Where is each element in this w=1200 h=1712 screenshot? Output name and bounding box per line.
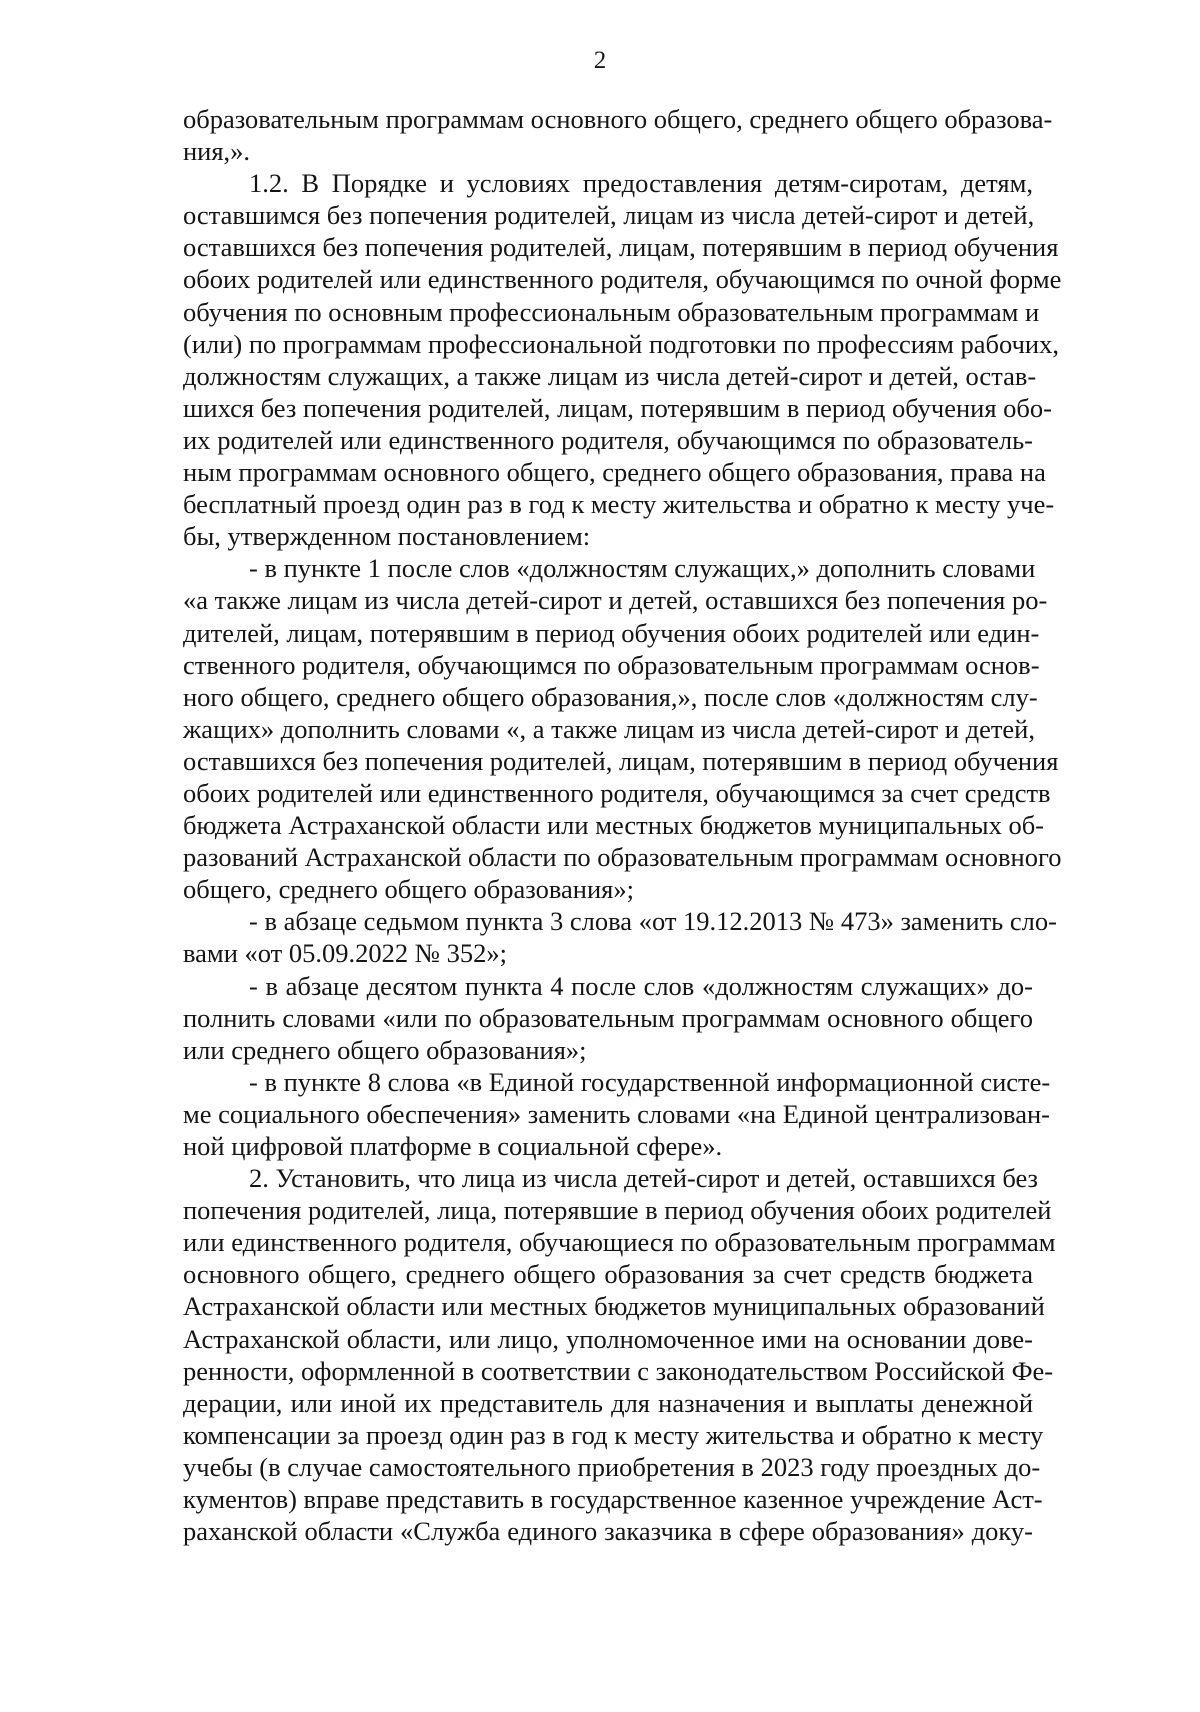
text-line: должностям служащих, а также лицам из числа детей-сирот и детей, остав- — [183, 360, 1037, 391]
text-line: учебы (в случае самостоятельного приобретения в 2023 году проездных до- — [183, 1451, 1041, 1482]
text-line: разований Астраханской области по образовательным программам основного — [183, 842, 1062, 873]
text-line: дителей, лицам, потерявшим в период обучения обоих родителей или един- — [183, 617, 1040, 648]
text-line: оставшихся без попечения родителей, лицам, потерявшим в период обучения — [183, 745, 1059, 776]
text-line: бюджета Астраханской области или местных бюджетов муниципальных об- — [183, 810, 1045, 841]
text-line: шихся без попечения родителей, лицам, потерявшим в период обучения обо- — [183, 392, 1052, 423]
text-line: полнить словами «или по образовательным программам основного общего — [183, 1002, 1033, 1033]
text-line: ренности, оформленной в соответствии с законодательством Российской Фе- — [183, 1355, 1054, 1386]
text-line: оставшимся без попечения родителей, лицам из числа детей-сирот и детей, — [183, 200, 1035, 231]
text-line: Астраханской области, или лицо, уполномоченное ими на основании дове- — [183, 1323, 1033, 1354]
paragraph-start-line: 1.2. В Порядке и условиях предоставления детям-сиротам, детям, — [249, 168, 1033, 199]
text-line: бесплатный проезд один раз в год к месту жительства и обратно к месту уче- — [183, 489, 1055, 520]
text-line: ной цифровой платформе в социальной сфере». — [183, 1131, 723, 1161]
text-line: раханской области «Служба единого заказчика в сфере образования» доку- — [183, 1516, 1033, 1547]
text-line: ного общего, среднего общего образования,», после слов «должностям слу- — [183, 681, 1038, 712]
paragraph-start-line: - в пункте 1 после слов «должностям служащих,» дополнить словами — [249, 553, 1036, 584]
text-line: основного общего, среднего общего образования за счет средств бюджета — [183, 1259, 1033, 1290]
paragraph-start-line: - в абзаце седьмом пункта 3 слова «от 19.12.2013 № 473» заменить сло- — [249, 906, 1057, 937]
text-line: ным программам основного общего, среднего общего образования, права на — [183, 457, 1046, 488]
text-line: оставшихся без попечения родителей, лицам, потерявшим в период обучения — [183, 232, 1059, 263]
text-line: обоих родителей или единственного родителя, обучающимся по очной форме — [183, 264, 1062, 295]
text-line: обучения по основным профессиональным образовательным программам и — [183, 296, 1040, 327]
text-line: их родителей или единственного родителя, обучающимся по образователь- — [183, 424, 1033, 455]
paragraph-start-line: - в пункте 8 слова «в Единой государственной информационной систе- — [249, 1066, 1051, 1097]
text-line: дерации, или иной их представитель для назначения и выплаты денежной — [183, 1387, 1033, 1418]
text-line: или единственного родителя, обучающиеся по образовательным программам — [183, 1227, 1056, 1258]
text-line: образовательным программам основного общего, среднего общего образова- — [183, 104, 1053, 134]
paragraph-start-line: - в абзаце десятом пункта 4 после слов «должностям служащих» до- — [249, 970, 1033, 1001]
page-number: 2 — [593, 47, 607, 74]
text-line: обоих родителей или единственного родителя, обучающимся за счет средств — [183, 777, 1051, 808]
text-line: попечения родителей, лица, потерявшие в период обучения обоих родителей — [183, 1195, 1052, 1226]
text-line: компенсации за проезд один раз в год к месту жительства и обратно к месту — [183, 1419, 1044, 1450]
text-line: или среднего общего образования»; — [183, 1034, 587, 1065]
paragraph-start-line: 2. Установить, что лица из числа детей-сирот и детей, оставшихся без — [249, 1163, 1039, 1194]
text-line: (или) по программам профессиональной подготовки по профессиям рабочих, — [183, 328, 1059, 359]
document-body — [183, 103, 1062, 1547]
text-line: «а также лицам из числа детей-сирот и детей, оставшихся без попечения ро- — [183, 585, 1048, 616]
text-line: ния,». — [183, 136, 251, 167]
text-line: Астраханской области или местных бюджетов муниципальных образований — [183, 1291, 1045, 1322]
text-line: кументов) вправе представить в государственное казенное учреждение Аст- — [183, 1484, 1043, 1515]
text-line: вами «от 05.09.2022 № 352»; — [183, 938, 508, 969]
text-line: ме социального обеспечения» заменить словами «на Единой централизован- — [183, 1098, 1050, 1129]
text-line: ственного родителя, обучающимся по образовательным программам основ- — [183, 649, 1040, 680]
text-line: бы, утвержденном постановлением: — [183, 521, 591, 552]
text-line: общего, среднего общего образования»; — [183, 874, 634, 905]
text-line: жащих» дополнить словами «, а также лицам из числа детей-сирот и детей, — [183, 713, 1035, 744]
